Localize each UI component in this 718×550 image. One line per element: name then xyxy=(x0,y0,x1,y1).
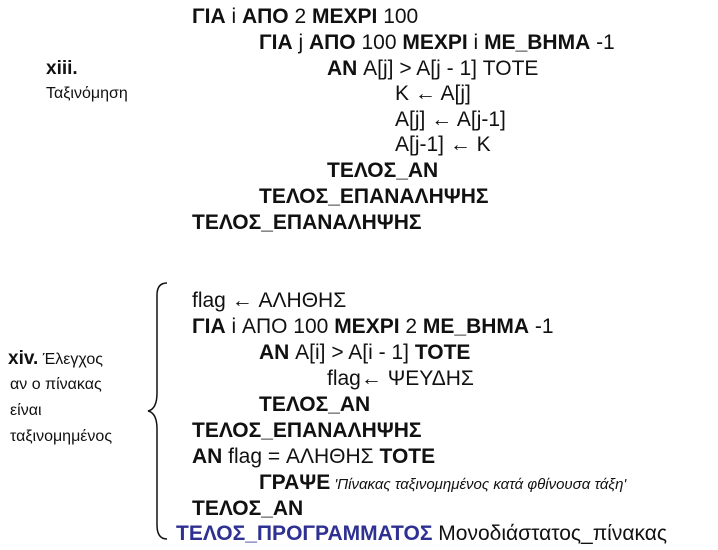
code-line: ΓΙΑ j ΑΠΟ 100 ΜΕΧΡΙ i ΜΕ_ΒΗΜΑ -1 xyxy=(259,31,615,54)
code-line: ΑΝ A[j] > A[j - 1] ΤΟΤΕ xyxy=(327,57,539,80)
code-line: ΤΕΛΟΣ_ΕΠΑΝΑΛΗΨΗΣ xyxy=(192,419,422,442)
code-line: ΤΕΛΟΣ_ΑΝ xyxy=(259,393,371,416)
code-line: ΤΕΛΟΣ_ΑΝ xyxy=(327,159,439,182)
code-line: ΤΕΛΟΣ_ΕΠΑΝΑΛΗΨΗΣ xyxy=(259,185,489,208)
code-line: ΤΕΛΟΣ_ΕΠΑΝΑΛΗΨΗΣ xyxy=(192,211,422,234)
section-title: Ταξινόμηση xyxy=(46,85,128,102)
code-line: A[j-1] ← K xyxy=(395,133,491,156)
code-line: K ← A[j] xyxy=(395,82,471,105)
section-title: ταξινομημένος xyxy=(10,428,113,445)
curly-brace xyxy=(145,281,169,541)
section-number: xiii. xyxy=(46,58,78,79)
code-line: ΓΡΑΨΕ 'Πίνακας ταξινομημένος κατά φθίνουσα τάξη' xyxy=(259,471,627,494)
code-line: A[j] ← A[j-1] xyxy=(395,108,506,131)
code-line: ΓΙΑ i ΑΠΟ 2 ΜΕΧΡΙ 100 xyxy=(192,5,419,28)
code-line: ΤΕΛΟΣ_ΑΝ xyxy=(192,497,304,520)
code-line: flag ← ΑΛΗΘΗΣ xyxy=(192,289,347,312)
section-title: αν ο πίνακας xyxy=(10,376,102,393)
code-line: ΑΝ flag = ΑΛΗΘΗΣ ΤΟΤΕ xyxy=(192,445,436,468)
section-title: είναι xyxy=(10,402,42,419)
code-line: flag← ΨΕΥΔΗΣ xyxy=(327,367,474,390)
code-line: ΤΕΛΟΣ_ΠΡΟΓΡΑΜΜΑΤΟΣ Μονοδιάστατος_πίνακας xyxy=(176,522,667,545)
code-line: ΓΙΑ i ΑΠΟ 100 ΜΕΧΡΙ 2 ΜΕ_ΒΗΜΑ -1 xyxy=(192,315,554,338)
section-label xyxy=(8,346,103,373)
code-line: ΑΝ A[i] > A[i - 1] ΤΟΤΕ xyxy=(259,341,471,364)
section-title: Έλεγχος xyxy=(38,351,103,368)
section-number: xiv. xyxy=(8,348,39,369)
